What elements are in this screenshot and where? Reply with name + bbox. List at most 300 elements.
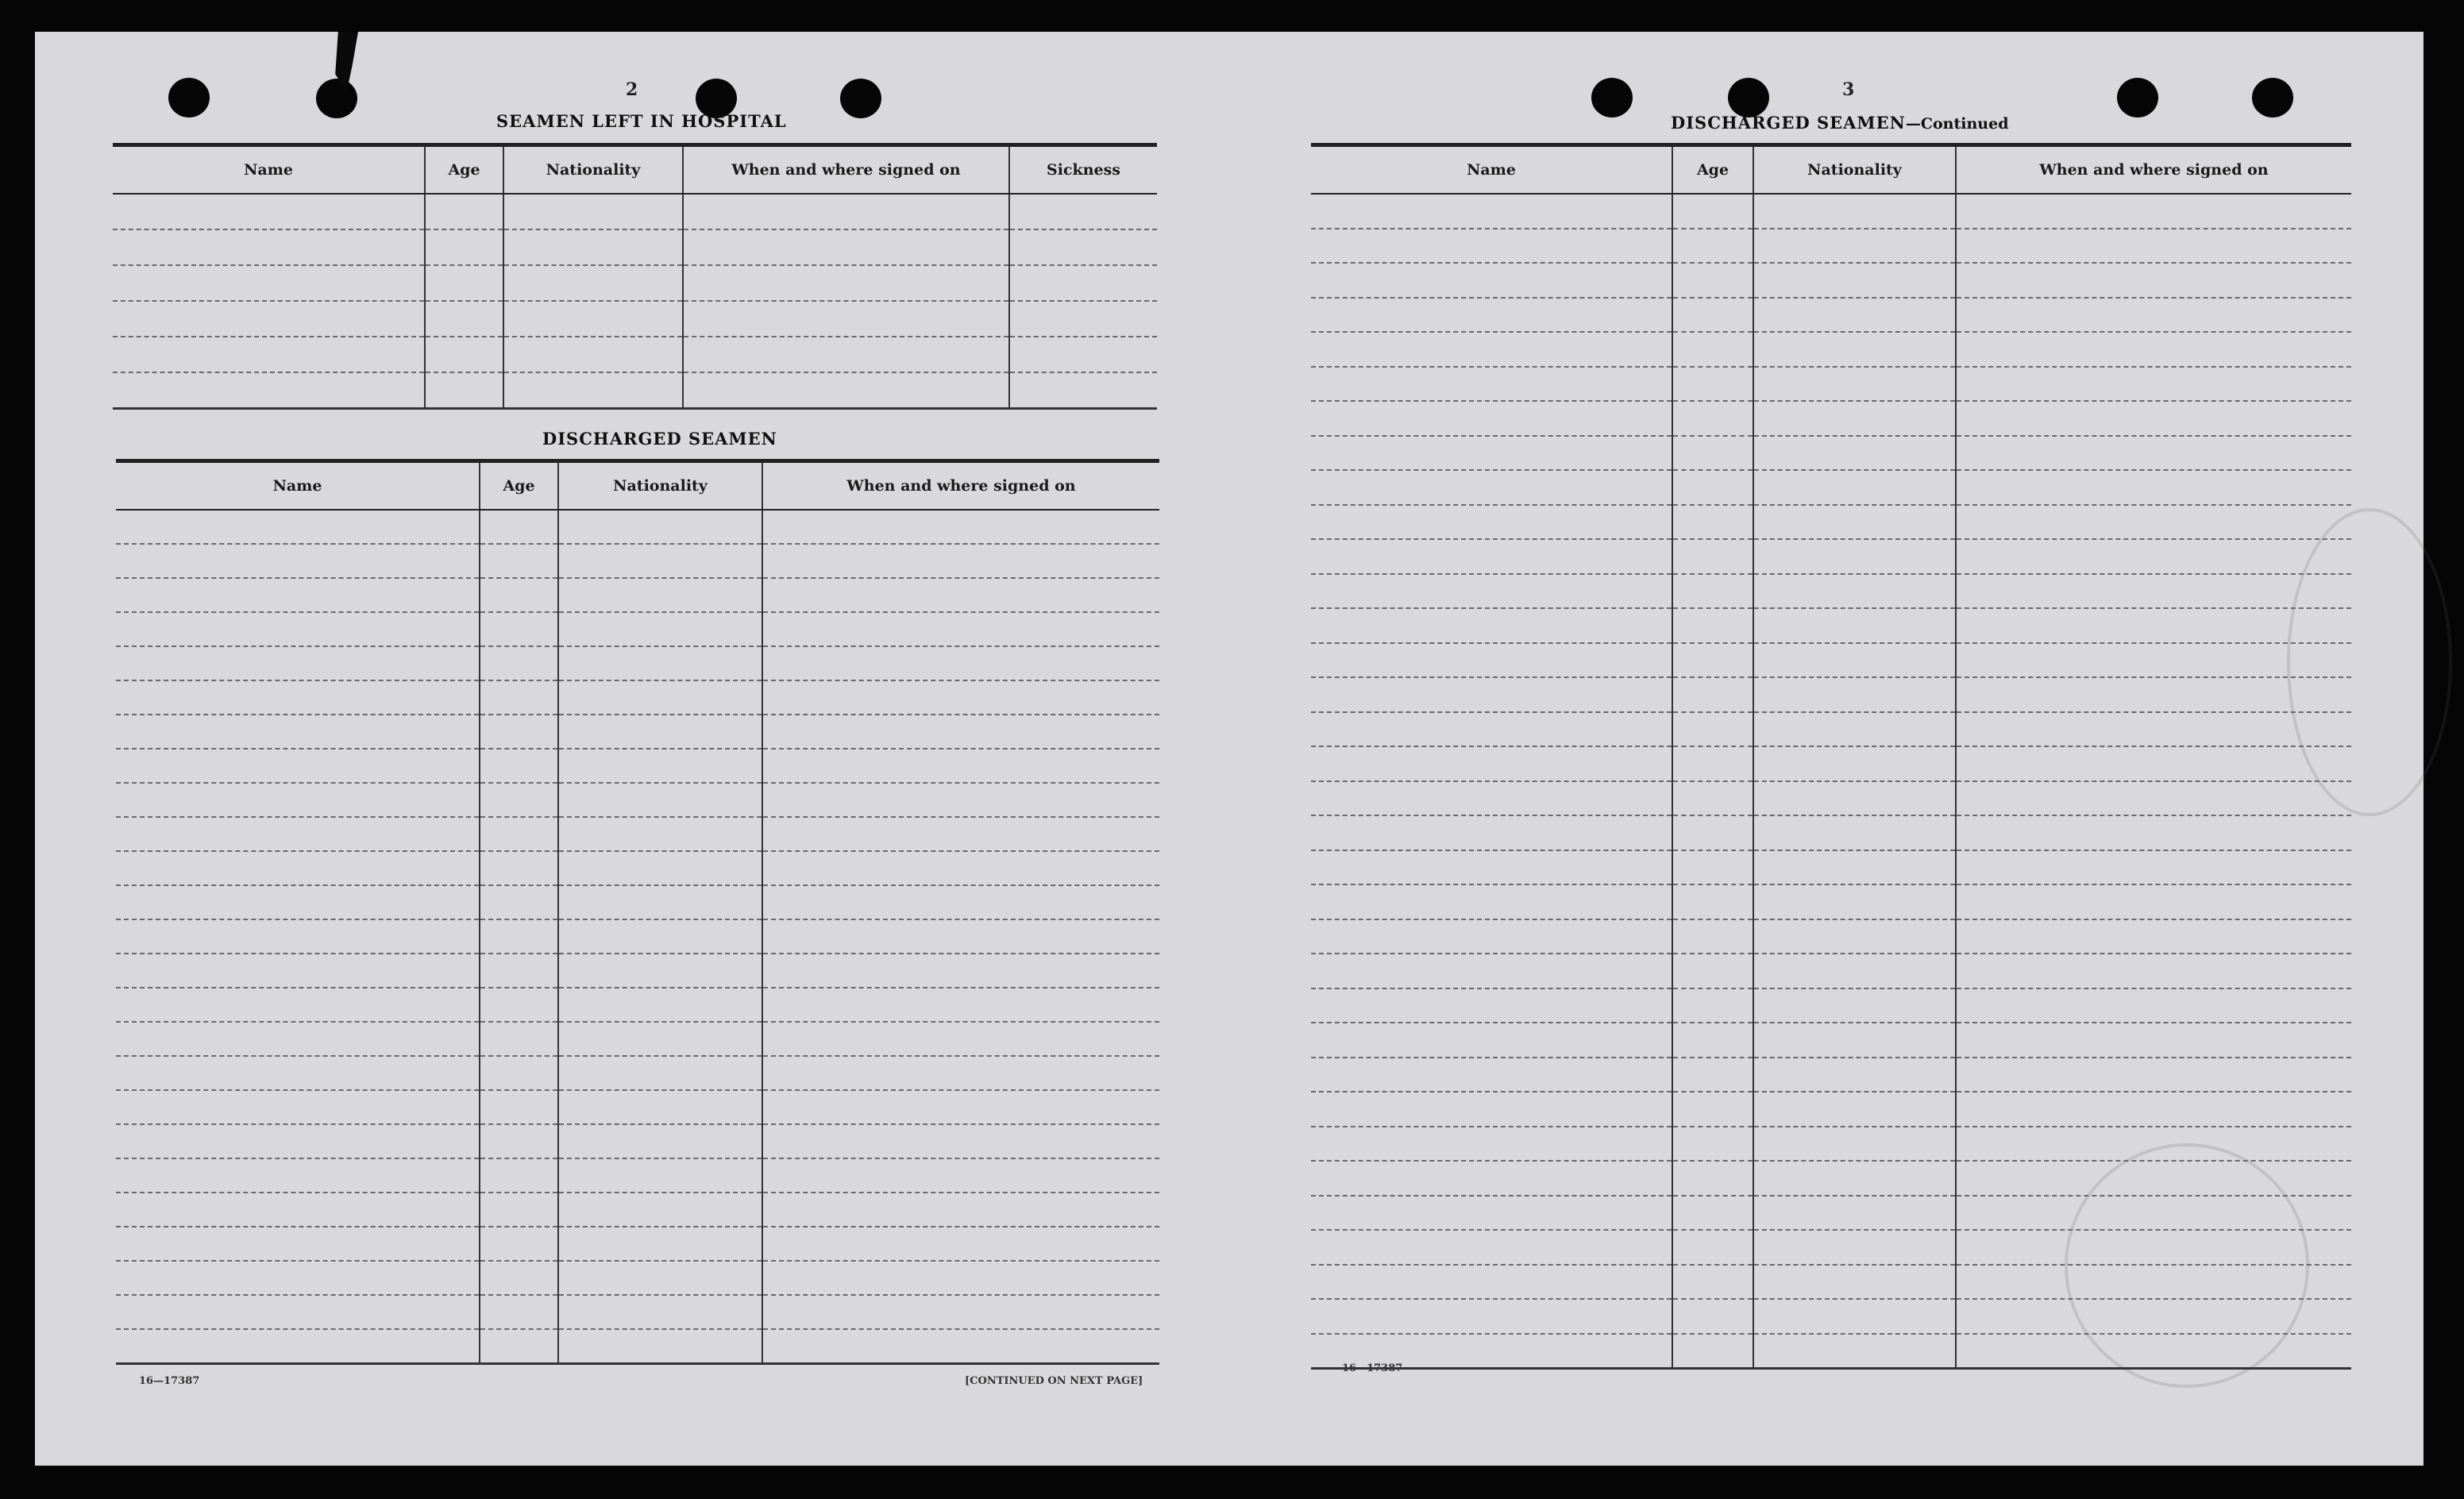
table-row [1311,1161,2351,1196]
blank-cell [480,510,558,544]
blank-cell [1311,884,1672,919]
blank-cell [1956,1161,2351,1196]
blank-cell [1753,919,1956,954]
blank-cell [113,265,425,301]
blank-cell [683,229,1009,265]
table-row [1311,1058,2351,1092]
blank-cell [558,851,762,885]
blank-cell [762,1193,1159,1227]
blank-cell [1956,1299,2351,1334]
blank-cell [558,1295,762,1329]
table-row [1311,919,2351,954]
table-row [1311,505,2351,540]
blank-cell [1956,574,2351,609]
blank-cell [116,851,480,885]
blank-cell [1753,954,1956,988]
blank-cell [1753,194,1956,229]
hospital-section-title: SEAMEN LEFT IN HOSPITAL [496,111,787,131]
blank-cell [480,1329,558,1364]
blank-cell [1672,574,1753,609]
blank-cell [116,646,480,680]
blank-cell [1311,401,1672,436]
blank-cell [762,715,1159,749]
blank-cell [480,1022,558,1056]
blank-cell [1956,1265,2351,1300]
blank-cell [558,680,762,715]
blank-cell [1009,229,1157,265]
blank-cell [480,954,558,988]
blank-cell [1956,677,2351,712]
table-row [1311,643,2351,678]
blank-cell [558,919,762,954]
blank-cell [113,229,425,265]
table-row [116,1124,1159,1158]
blank-cell [116,544,480,578]
blank-cell [1672,298,1753,333]
blank-cell [1311,1161,1672,1196]
blank-cell [1672,919,1753,954]
blank-cell [1956,367,2351,402]
blank-cell [1753,643,1956,678]
blank-cell [1009,337,1157,372]
blank-cell [1753,298,1956,333]
blank-cell [480,646,558,680]
blank-cell [558,1227,762,1261]
blank-cell [1956,608,2351,643]
blank-cell [1672,263,1753,298]
blank-cell [1311,263,1672,298]
table-row [116,988,1159,1022]
blank-cell [480,749,558,783]
table-row [1311,229,2351,264]
table-row [116,510,1159,544]
blank-cell [116,1056,480,1090]
blank-cell [1672,954,1753,988]
blank-cell [116,817,480,851]
column-header-name: Name [113,145,425,195]
blank-cell [1311,677,1672,712]
blank-cell [1672,1161,1753,1196]
blank-cell [1753,470,1956,505]
blank-cell [1672,194,1753,229]
blank-cell [558,1329,762,1364]
blank-cell [480,1124,558,1158]
blank-cell [1956,712,2351,747]
blank-cell [762,544,1159,578]
blank-cell [1672,712,1753,747]
table-row [1311,470,2351,505]
blank-cell [1672,815,1753,850]
table-row [116,783,1159,817]
blank-cell [1311,1092,1672,1127]
blank-cell [1311,298,1672,333]
blank-cell [1956,1092,2351,1127]
blank-cell [762,817,1159,851]
table-row [116,1295,1159,1329]
blank-cell [762,919,1159,954]
table-row [1311,677,2351,712]
table-row [116,817,1159,851]
blank-cell [1311,919,1672,954]
blank-cell [1009,372,1157,409]
blank-cell [480,544,558,578]
blank-cell [1956,1058,2351,1092]
blank-cell [558,1193,762,1227]
punch-hole [168,78,210,118]
table-row [1311,263,2351,298]
blank-cell [558,954,762,988]
blank-cell [558,715,762,749]
column-header-sickness: Sickness [1009,145,1157,195]
blank-cell [1956,1196,2351,1231]
blank-cell [762,749,1159,783]
table-row [1311,1265,2351,1300]
blank-cell [762,646,1159,680]
table-row [116,851,1159,885]
blank-cell [1311,505,1672,540]
punch-hole [1591,78,1633,118]
blank-cell [425,229,503,265]
blank-cell [1672,229,1753,264]
blank-cell [558,988,762,1022]
blank-cell [762,988,1159,1022]
blank-cell [558,1261,762,1295]
blank-cell [1956,298,2351,333]
blank-cell [683,337,1009,372]
blank-cell [762,510,1159,544]
blank-cell [1672,850,1753,885]
blank-cell [762,1056,1159,1090]
blank-cell [1956,436,2351,471]
blank-cell [116,1090,480,1124]
blank-cell [1311,781,1672,816]
blank-cell [116,749,480,783]
table-row [116,612,1159,646]
blank-cell [1311,988,1672,1023]
blank-cell [503,337,683,372]
discharged-continued-title-main: DISCHARGED SEAMEN [1671,113,1906,133]
blank-cell [503,301,683,337]
blank-cell [1753,1230,1956,1265]
page-number-right: 3 [1842,79,1855,100]
column-header-name: Name [1311,145,1672,195]
table-row [116,544,1159,578]
table-row [1311,574,2351,609]
blank-cell [1311,229,1672,264]
blank-cell [1672,1230,1753,1265]
blank-cell [1311,954,1672,988]
blank-cell [116,919,480,954]
blank-cell [1956,815,2351,850]
table-row [1311,1230,2351,1265]
blank-cell [425,337,503,372]
blank-cell [480,988,558,1022]
blank-cell [762,1090,1159,1124]
table-row [1311,884,2351,919]
blank-cell [1956,332,2351,367]
blank-cell [1672,401,1753,436]
table-row [113,194,1157,229]
blank-cell [480,680,558,715]
blank-cell [1311,470,1672,505]
blank-cell [1311,367,1672,402]
blank-cell [762,612,1159,646]
blank-cell [1672,884,1753,919]
blank-cell [762,1022,1159,1056]
blank-cell [1753,1161,1956,1196]
blank-cell [1672,470,1753,505]
blank-cell [116,612,480,646]
column-header-age: Age [480,461,558,511]
blank-cell [425,372,503,409]
blank-cell [762,1329,1159,1364]
blank-cell [116,680,480,715]
table-row [1311,194,2351,229]
blank-cell [116,1022,480,1056]
blank-cell [480,715,558,749]
blank-cell [1956,263,2351,298]
blank-cell [480,783,558,817]
punch-hole [316,79,357,118]
blank-cell [1753,815,1956,850]
blank-cell [1311,1023,1672,1058]
blank-cell [1956,470,2351,505]
blank-cell [113,301,425,337]
blank-cell [1753,884,1956,919]
blank-cell [1009,301,1157,337]
blank-cell [1753,1127,1956,1162]
blank-cell [558,544,762,578]
blank-cell [1956,1023,2351,1058]
blank-cell [1672,746,1753,781]
blank-cell [1956,401,2351,436]
table-row [1311,608,2351,643]
blank-cell [1672,1058,1753,1092]
blank-cell [116,578,480,612]
blank-cell [480,1056,558,1090]
blank-cell [1311,332,1672,367]
table-row [1311,401,2351,436]
table-row [1311,954,2351,988]
blank-cell [762,680,1159,715]
blank-cell [480,1090,558,1124]
blank-cell [1956,746,2351,781]
column-header-signed-on: When and where signed on [1956,145,2351,195]
blank-cell [1753,850,1956,885]
blank-cell [1672,608,1753,643]
blank-cell [1672,367,1753,402]
table-row [1311,815,2351,850]
blank-cell [1753,746,1956,781]
blank-cell [558,1056,762,1090]
blank-cell [1672,1196,1753,1231]
column-header-nationality: Nationality [503,145,683,195]
discharged-seamen-table [116,459,1159,1365]
table-row [113,337,1157,372]
punch-hole [2252,78,2293,118]
blank-cell [558,749,762,783]
blank-cell [1009,265,1157,301]
table-row [116,1261,1159,1295]
blank-cell [1753,539,1956,574]
table-row [116,715,1159,749]
blank-cell [116,1193,480,1227]
blank-cell [116,1261,480,1295]
discharged-seamen-continued-table [1311,143,2351,1370]
table-row [1311,781,2351,816]
blank-cell [683,301,1009,337]
table-row [1311,988,2351,1023]
table-row [1311,746,2351,781]
blank-cell [480,1295,558,1329]
blank-cell [558,578,762,612]
blank-cell [1956,988,2351,1023]
page-number-left: 2 [626,79,638,100]
table-row [1311,1196,2351,1231]
blank-cell [1753,1023,1956,1058]
blank-cell [1311,1058,1672,1092]
blank-cell [1753,229,1956,264]
blank-cell [480,1193,558,1227]
blank-cell [1753,781,1956,816]
punch-hole [840,79,881,118]
blank-cell [503,229,683,265]
blank-cell [1753,608,1956,643]
table-row [1311,1023,2351,1058]
table-row [113,372,1157,409]
blank-cell [762,1295,1159,1329]
blank-cell [1753,1196,1956,1231]
table-row [116,1193,1159,1227]
discharged-continued-title-suffix: —Continued [1905,115,2009,133]
blank-cell [1672,505,1753,540]
blank-cell [762,954,1159,988]
blank-cell [1753,712,1956,747]
blank-cell [116,1227,480,1261]
blank-cell [1672,643,1753,678]
table-row [1311,539,2351,574]
blank-cell [116,510,480,544]
blank-cell [1009,194,1157,229]
blank-cell [480,885,558,919]
table-row [1311,850,2351,885]
table-row [116,680,1159,715]
blank-cell [1672,436,1753,471]
blank-cell [762,1158,1159,1193]
table-row [113,301,1157,337]
blank-cell [1311,539,1672,574]
table-row [116,1022,1159,1056]
blank-cell [480,578,558,612]
blank-cell [1672,1299,1753,1334]
table-row [1311,436,2351,471]
blank-cell [762,783,1159,817]
blank-cell [558,1158,762,1193]
blank-cell [1672,781,1753,816]
hospital-table [113,143,1157,410]
table-row [116,1329,1159,1364]
blank-cell [683,265,1009,301]
blank-cell [762,1124,1159,1158]
blank-cell [1956,229,2351,264]
blank-cell [1753,988,1956,1023]
blank-cell [683,372,1009,409]
blank-cell [1672,1265,1753,1300]
blank-cell [116,783,480,817]
blank-cell [480,1158,558,1193]
blank-cell [1311,608,1672,643]
blank-cell [116,885,480,919]
table-row [113,265,1157,301]
blank-cell [1753,332,1956,367]
blank-cell [558,885,762,919]
table-row [1311,1127,2351,1162]
blank-cell [1672,332,1753,367]
blank-cell [1311,436,1672,471]
blank-cell [1311,746,1672,781]
table-row [1311,298,2351,333]
table-row [116,919,1159,954]
blank-cell [1672,1092,1753,1127]
blank-cell [558,817,762,851]
form-number-left: 16—17387 [139,1375,200,1387]
blank-cell [762,885,1159,919]
blank-cell [558,510,762,544]
blank-cell [558,783,762,817]
blank-cell [1672,988,1753,1023]
blank-cell [503,265,683,301]
blank-cell [1311,1196,1672,1231]
blank-cell [503,194,683,229]
blank-cell [1956,884,2351,919]
blank-cell [116,1158,480,1193]
blank-cell [558,646,762,680]
column-header-signed-on: When and where signed on [762,461,1159,511]
blank-cell [762,851,1159,885]
table-row [116,646,1159,680]
table-row [116,1056,1159,1090]
blank-cell [1956,850,2351,885]
blank-cell [1753,401,1956,436]
blank-cell [1753,1058,1956,1092]
blank-cell [1311,643,1672,678]
discharged-continued-title [1671,113,2009,133]
blank-cell [480,919,558,954]
blank-cell [1672,1127,1753,1162]
table-row [1311,367,2351,402]
blank-cell [1753,1334,1956,1369]
blank-cell [113,194,425,229]
blank-cell [1311,1265,1672,1300]
blank-cell [113,337,425,372]
blank-cell [762,1261,1159,1295]
blank-cell [116,1329,480,1364]
blank-cell [762,1227,1159,1261]
blank-cell [1956,194,2351,229]
blank-cell [480,817,558,851]
blank-cell [425,194,503,229]
blank-cell [1956,781,2351,816]
blank-cell [1956,539,2351,574]
table-row [116,1227,1159,1261]
blank-cell [503,372,683,409]
blank-cell [1311,574,1672,609]
table-row [1311,1334,2351,1369]
blank-cell [1311,1230,1672,1265]
blank-cell [1956,1127,2351,1162]
table-row [116,578,1159,612]
blank-cell [1956,954,2351,988]
